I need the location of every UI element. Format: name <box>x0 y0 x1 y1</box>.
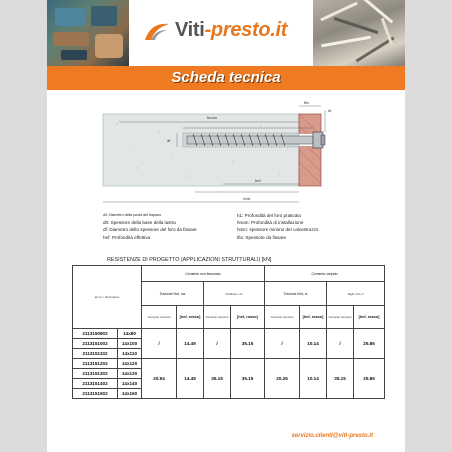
svg-text:df: df <box>167 138 171 143</box>
svg-text:dt: dt <box>328 108 332 113</box>
svg-text:hef: hef <box>255 178 261 183</box>
table-row: 2113151602 14x160 <box>73 389 385 399</box>
table-row: 2113150802 14x80 / 14.49 / 35.15 / 10.14 / 25.86 <box>73 329 385 339</box>
svg-text:hnom: hnom <box>207 115 218 120</box>
resistance-table: art.no. / dimensione Cemento non fessurato Cemento crepato Trazione Nrd, ucr Vrd Rinuc, ucr Trazione Nrd, cr Taglio Vrd, cr Cemento cemento [hef, rosso] Cemento cemento [hef, rosso] Cemento cemento [hef, rosso] Cemento cemento [hef, rosso] 2113150802 14x80 / 14.49 / 35.15 / 10.14 / 25.86 2113151002 14x100 2113151102 14x110 2113151202 14x120 20.94 14.49 35.15 35.15 20.26 10.14 35.15 25.86 2113151302 14x130 2113151402 14x140 2113151602 14x160 <box>72 265 385 399</box>
brand-logo <box>129 0 313 66</box>
table-row: 2113151302 14x130 <box>73 369 385 379</box>
table-row: 2113151402 14x140 <box>73 379 385 389</box>
table-row: 2113151002 14x100 <box>73 339 385 349</box>
concrete-block <box>103 114 299 186</box>
brand-name: Viti-presto.it <box>175 19 288 41</box>
table-row: 2113151102 14x110 <box>73 349 385 359</box>
datasheet-page <box>47 0 405 452</box>
header-photo-right <box>313 0 405 66</box>
header-banner <box>47 0 405 66</box>
group-uncracked: Cemento non fessurato <box>142 266 265 282</box>
logo-icon <box>143 20 171 42</box>
legend-right: h1: Profondità del foro praticato hnom: Profondità di installazione hmin: spessore minimo del calcestruzzo tfix: Spessore da fissare <box>237 213 319 240</box>
svg-text:tfix: tfix <box>304 100 310 105</box>
svg-text:hmin: hmin <box>243 197 251 201</box>
page-title: Scheda tecnica <box>171 69 281 86</box>
footer-email[interactable]: servizio.clienti@viti-presto.it <box>291 433 373 439</box>
article-header: art.no. / dimensione <box>73 266 142 329</box>
header-photo-left <box>47 0 129 66</box>
legend-left: d0: Diametro della punta del trapano d0: Spessore della base della lastra df: Diametro dello spessore del foro da fissare hef: Profondità effettiva <box>103 213 197 240</box>
section-title: RESISTENZE DI PROGETTO (APPLICAZIONI STRUTTURALI) [kN] <box>107 257 272 263</box>
anchor-drawing <box>47 96 405 208</box>
group-cracked: Cemento crepato <box>265 266 385 282</box>
table-row: 2113151202 14x120 20.94 14.49 35.15 35.15 20.26 10.14 35.15 25.86 <box>73 359 385 369</box>
